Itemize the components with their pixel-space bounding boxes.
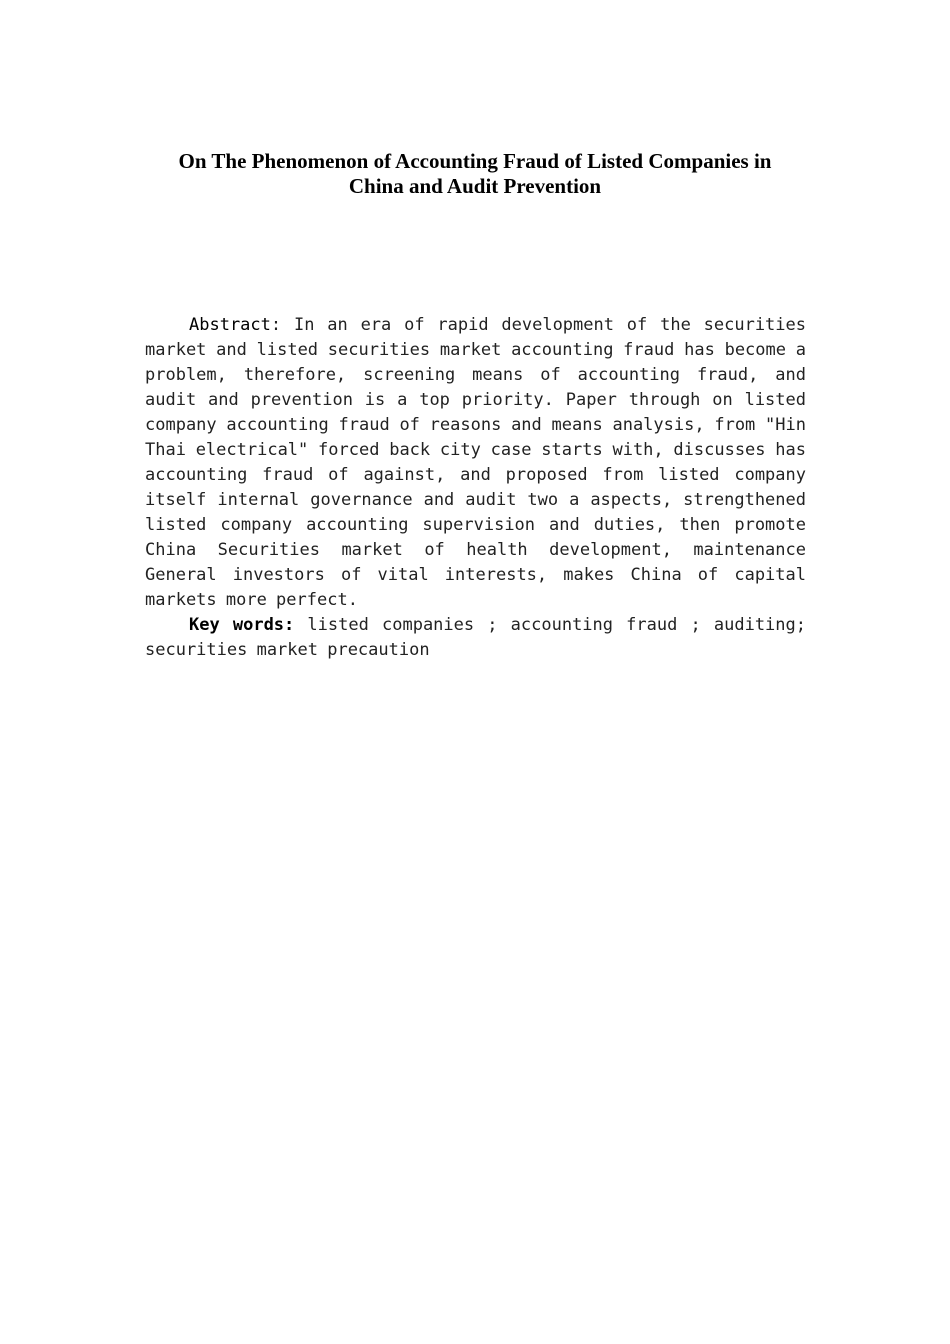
keywords-paragraph	[145, 613, 806, 663]
abstract-section	[145, 313, 806, 663]
abstract-label: Abstract	[189, 315, 271, 335]
abstract-separator: :	[270, 315, 294, 335]
title-line-2: China and Audit Prevention	[348, 174, 602, 198]
keywords-label: Key words:	[189, 615, 295, 635]
keywords-text: listed companies ; accounting fraud ; auditing; securities market precaution	[145, 615, 806, 660]
title-line-1: On The Phenomenon of Accounting Fraud of Listed Companies in	[178, 149, 772, 173]
document-title	[140, 149, 810, 199]
abstract-text: In an era of rapid development of the securities market and listed securities market accounting fraud has become a problem, therefore, screening means of accounting fraud, and audit and prevention is a top priority. Paper through on listed company accounting fraud of reasons and means analysis, from "Hin Thai electrical" forced back city case starts with, discusses has accounting fraud of against, and proposed from listed company itself internal governance and audit two a aspects, strengthened listed company accounting supervision and duties, then promote China Securities market of health development, maintenance General investors of vital interests, makes China of capital markets more perfect.	[145, 315, 806, 610]
abstract-paragraph	[145, 313, 806, 613]
